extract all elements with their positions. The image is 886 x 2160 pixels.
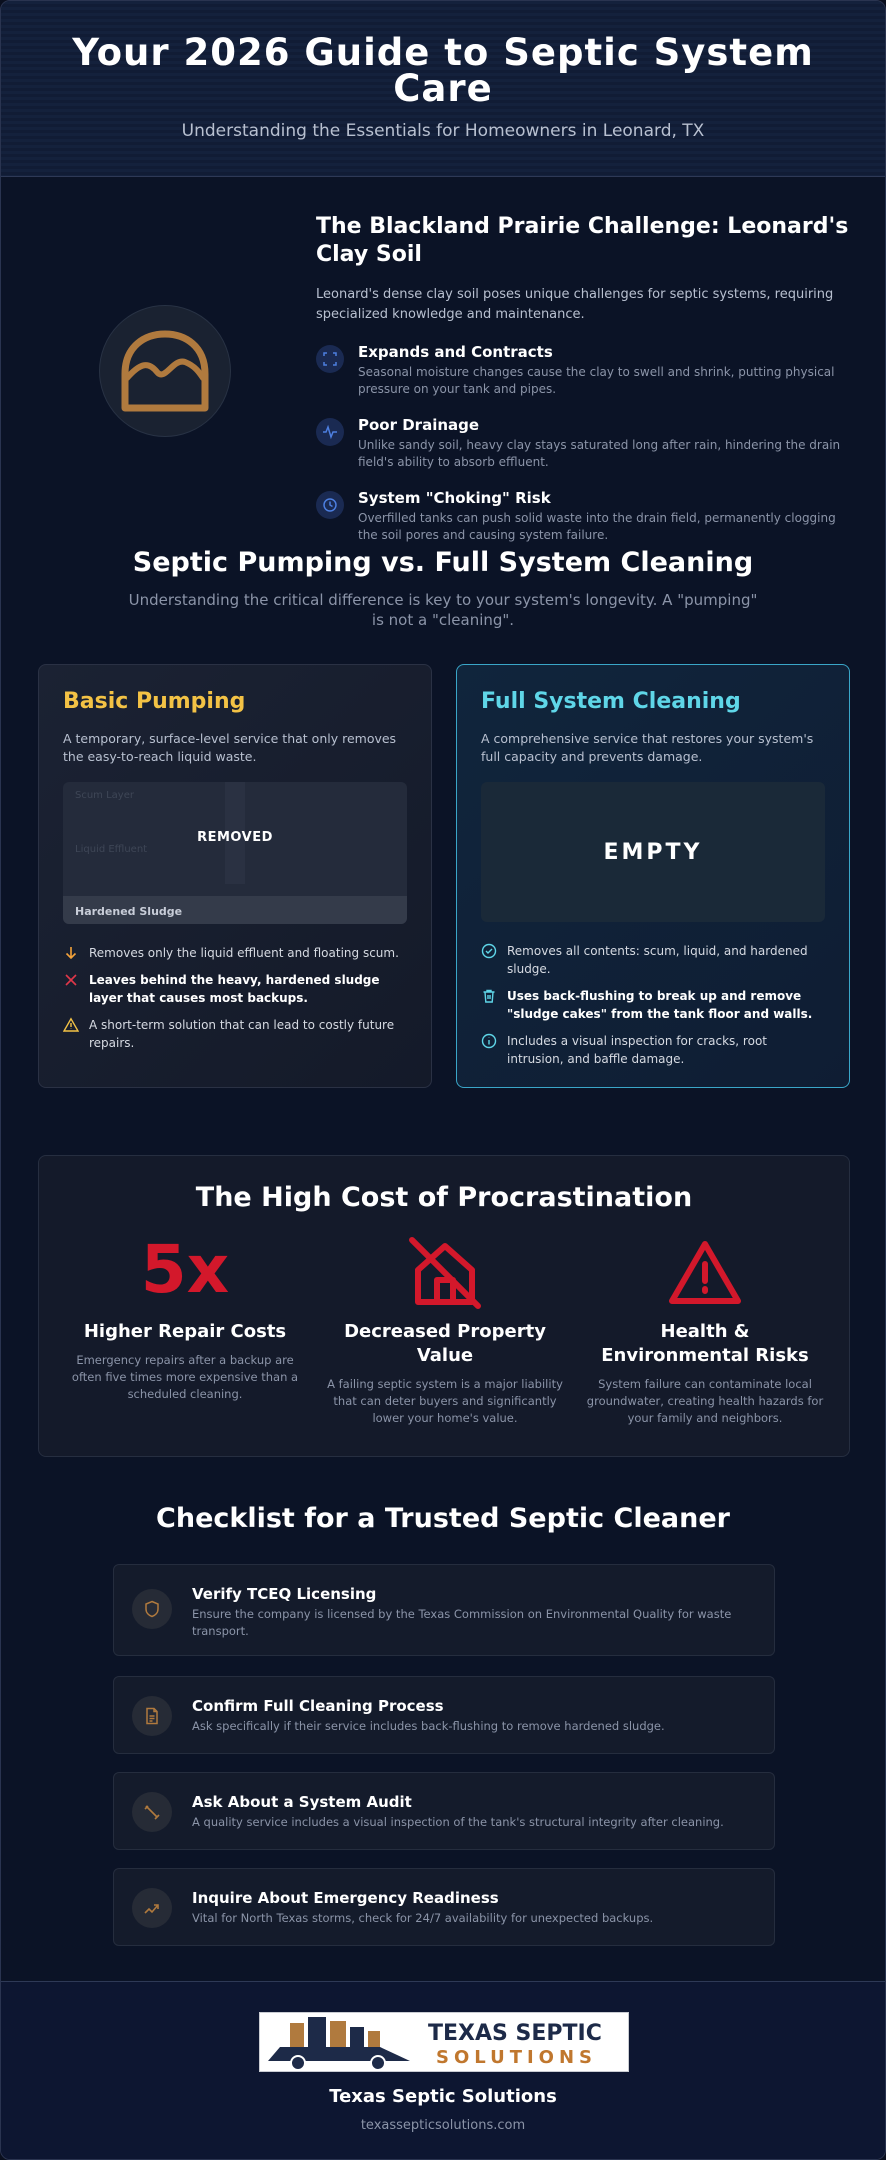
- cost-item: [585, 1234, 825, 1427]
- basic-point: Removes only the liquid effluent and floating scum.: [63, 944, 407, 962]
- full-point: Includes a visual inspection for cracks, root intrusion, and baffle damage.: [481, 1032, 825, 1068]
- company-logo: [259, 2012, 629, 2072]
- checklist-item-desc: Ensure the company is licensed by the Texas Commission on Environmental Quality for waste transport.: [192, 1607, 732, 1638]
- basic-tank-diagram: [63, 782, 407, 924]
- document-icon: [132, 1696, 172, 1736]
- company-url[interactable]: texassepticsolutions.com: [360, 2118, 526, 2133]
- x-icon: [63, 972, 79, 988]
- full-points: [481, 942, 825, 1068]
- removed-label: REMOVED: [197, 830, 273, 845]
- cost-item-title: Health & Environmental Risks: [601, 1321, 809, 1366]
- basic-point: A short-term solution that can lead to costly future repairs.: [63, 1016, 407, 1052]
- cost-item: [325, 1234, 565, 1427]
- arrow-down-icon: [63, 945, 79, 961]
- cost-item-desc: System failure can contaminate local groundwater, creating health hazards for your family and neighbors.: [586, 1377, 824, 1425]
- clay-feature-desc: Unlike sandy soil, heavy clay stays saturated long after rain, hindering the drain field's ability to absorb effluent.: [358, 438, 841, 469]
- cost-item-title: Higher Repair Costs: [83, 1321, 287, 1342]
- clay-feature: [316, 343, 856, 398]
- cost-item-desc: A failing septic system is a major liability that can deter buyers and significantly lower your home's value.: [327, 1377, 563, 1425]
- info-icon: [481, 1033, 497, 1049]
- checklist-item-desc: A quality service includes a visual inspection of the tank's structural integrity after cleaning.: [192, 1815, 724, 1829]
- clay-text: [316, 213, 856, 544]
- full-cleaning-card: [456, 664, 850, 1088]
- full-point: Uses back-flushing to break up and remove "sludge cakes" from the tank floor and walls.: [481, 987, 825, 1023]
- basic-point: Leaves behind the heavy, hardened sludge layer that causes most backups.: [63, 971, 407, 1007]
- basic-points: [63, 944, 407, 1052]
- clay-feature-desc: Seasonal moisture changes cause the clay to swell and shrink, putting physical pressure on your tank and pipes.: [358, 365, 835, 396]
- full-tank-diagram: [481, 782, 825, 922]
- checklist-item-title: Confirm Full Cleaning Process: [192, 1697, 444, 1715]
- five-x-stat: 5x: [140, 1231, 230, 1308]
- footer: [1, 1981, 885, 2160]
- comparison-cards: [1, 664, 885, 1094]
- page-title: Your 2026 Guide to Septic System Care: [72, 31, 814, 110]
- wrench-icon: [132, 1792, 172, 1832]
- checklist-item-title: Inquire About Emergency Readiness: [192, 1889, 499, 1907]
- checklist-item: [113, 1564, 775, 1656]
- clay-feature: [316, 489, 856, 544]
- clay-feature-title: Poor Drainage: [358, 416, 480, 434]
- full-desc: A comprehensive service that restores your system's full capacity and prevents damage.: [481, 731, 814, 764]
- cost-item-desc: Emergency repairs after a backup are often five times more expensive than a scheduled cleaning.: [71, 1353, 299, 1401]
- basic-desc: A temporary, surface-level service that only removes the easy-to-reach liquid waste.: [63, 731, 397, 764]
- company-name: Texas Septic Solutions: [329, 2086, 557, 2107]
- full-title: Full System Cleaning: [481, 689, 741, 714]
- hardened-sludge-layer: Hardened Sludge: [63, 896, 407, 924]
- check-circle-icon: [481, 943, 497, 959]
- clay-intro: Leonard's dense clay soil poses unique challenges for septic systems, requiring specialized knowledge and maintenance.: [316, 287, 834, 322]
- basic-title: Basic Pumping: [63, 689, 246, 714]
- empty-label: EMPTY: [603, 839, 703, 865]
- clay-feature-desc: Overfilled tanks can push solid waste into the drain field, permanently clogging the soil pores and causing system failure.: [358, 511, 836, 542]
- scum-layer-label: Scum Layer: [75, 790, 134, 801]
- svg-text:SOLUTIONS: SOLUTIONS: [436, 2047, 598, 2068]
- comparison-header: [1, 547, 885, 630]
- house-crossed-icon: [325, 1234, 565, 1312]
- basic-pumping-card: [38, 664, 432, 1088]
- soil-mound-icon: [99, 305, 231, 437]
- cost-section: [38, 1155, 850, 1457]
- clay-title: The Blackland Prairie Challenge: Leonard's Clay Soil: [316, 214, 849, 267]
- checklist-item-title: Verify TCEQ Licensing: [192, 1585, 377, 1603]
- cost-title: The High Cost of Procrastination: [195, 1182, 693, 1213]
- checklist-item: [113, 1676, 775, 1754]
- comparison-subtitle: Understanding the critical difference is key to your system's longevity. A "pumping" is not a "cleaning".: [128, 591, 758, 629]
- checklist-item-desc: Ask specifically if their service includes back-flushing to remove hardened sludge.: [192, 1719, 665, 1733]
- checklist-item: [113, 1868, 775, 1946]
- clock-icon: [316, 491, 344, 519]
- activity-icon: [316, 418, 344, 446]
- cost-item-title: Decreased Property Value: [344, 1321, 546, 1366]
- expand-icon: [316, 345, 344, 373]
- checklist-item: [113, 1772, 775, 1850]
- clay-feature-title: System "Choking" Risk: [358, 489, 551, 507]
- full-point: Removes all contents: scum, liquid, and hardened sludge.: [481, 942, 825, 978]
- warning-icon: [63, 1017, 79, 1033]
- svg-text:TEXAS SEPTIC: TEXAS SEPTIC: [428, 2021, 602, 2046]
- cost-item: [65, 1231, 305, 1403]
- storm-icon: [132, 1888, 172, 1928]
- header: [1, 1, 885, 177]
- shield-icon: [132, 1589, 172, 1629]
- checklist-item-desc: Vital for North Texas storms, check for 24/7 availability for unexpected backups.: [192, 1911, 654, 1925]
- checklist-item-title: Ask About a System Audit: [192, 1793, 412, 1811]
- clay-section: [1, 177, 885, 547]
- page-subtitle: Understanding the Essentials for Homeowners in Leonard, TX: [181, 121, 705, 141]
- clay-feature: [316, 416, 856, 471]
- warning-triangle-icon: [585, 1234, 825, 1312]
- comparison-title: Septic Pumping vs. Full System Cleaning: [132, 547, 754, 578]
- liquid-effluent-label: Liquid Effluent: [75, 844, 148, 855]
- clay-feature-title: Expands and Contracts: [358, 343, 553, 361]
- checklist-title: Checklist for a Trusted Septic Cleaner: [156, 1503, 730, 1534]
- trash-icon: [481, 988, 497, 1004]
